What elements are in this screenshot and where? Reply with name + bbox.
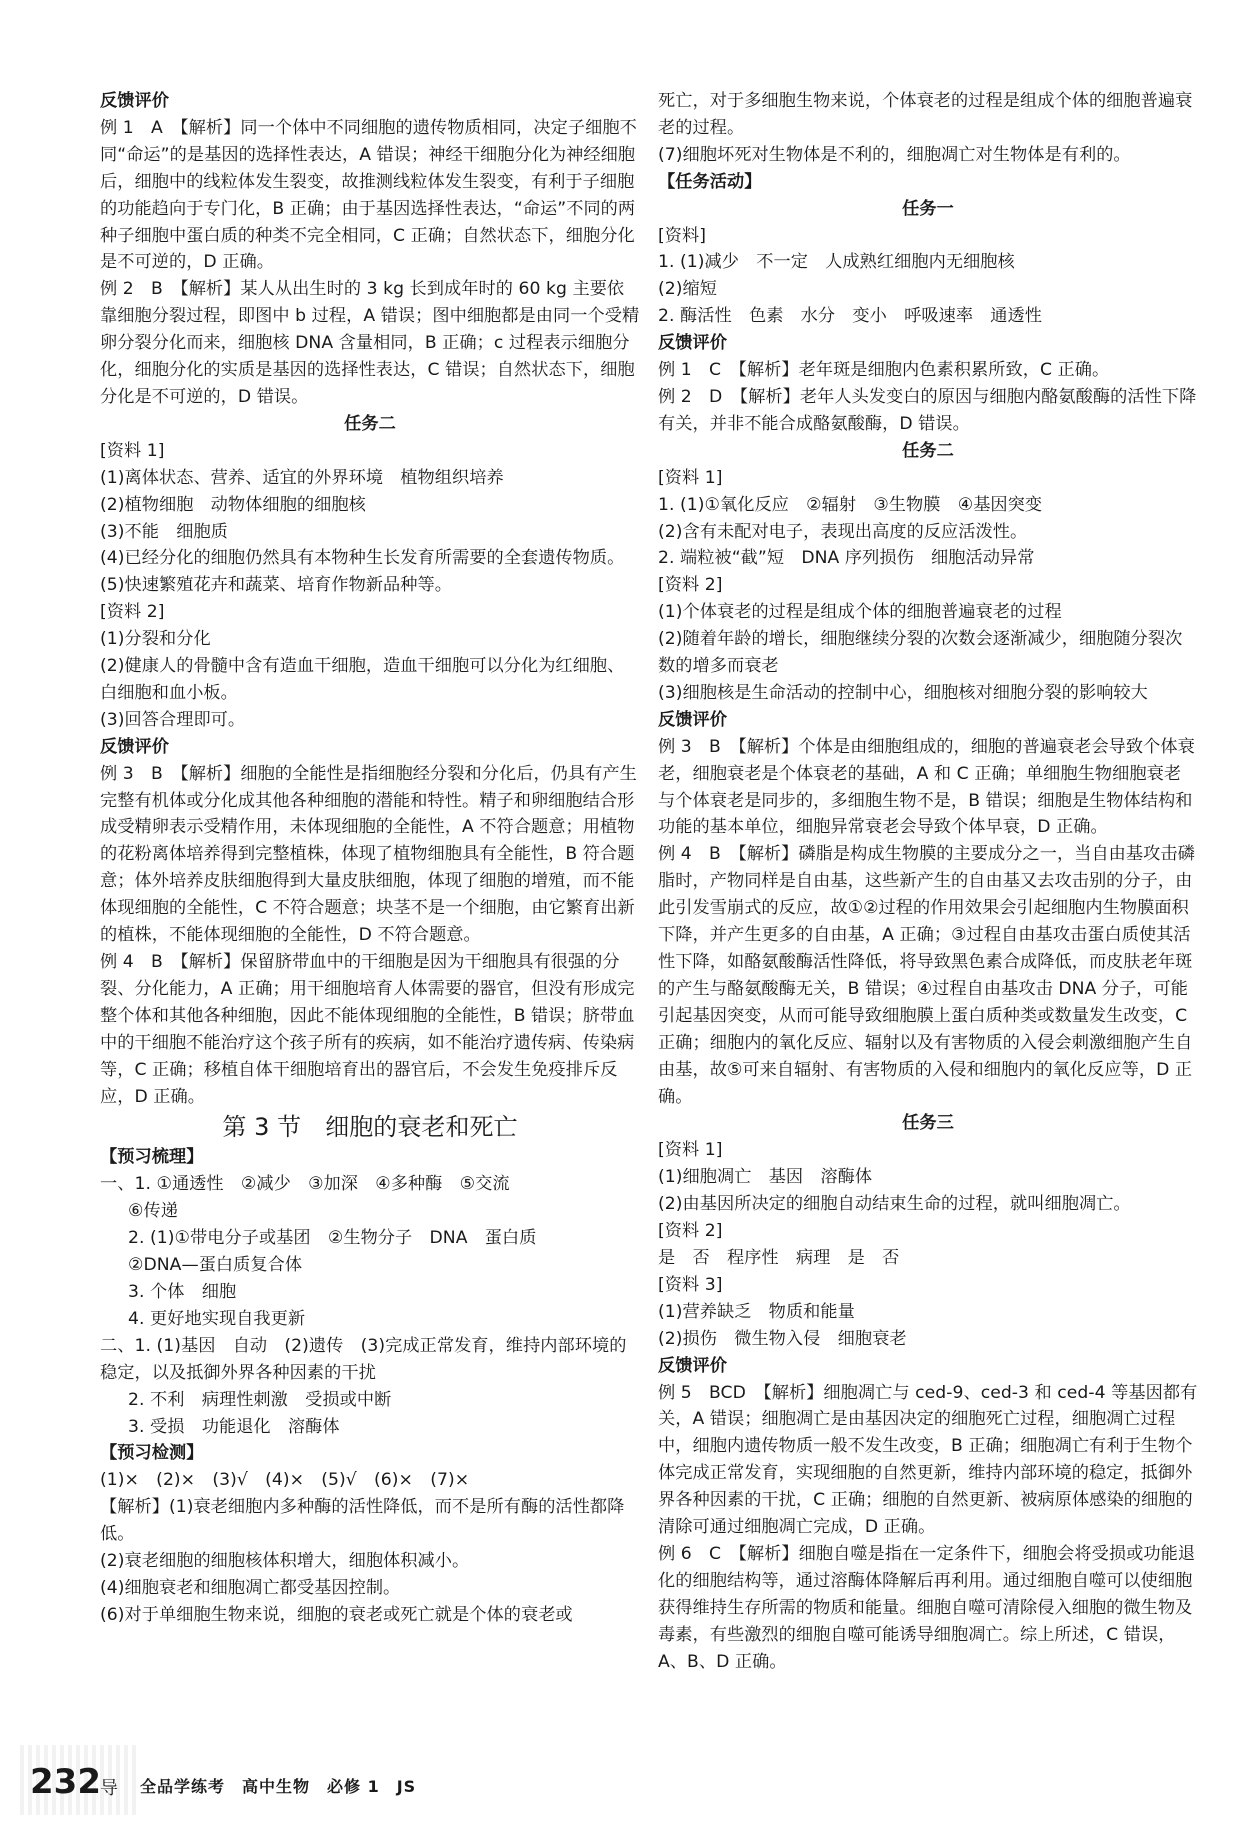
feedback-heading: 反馈评价 bbox=[658, 333, 727, 354]
answer-line: 1. (1)①氧化反应 ②辐射 ③生物膜 ④基因突变 bbox=[658, 494, 1043, 515]
answer-line: (1)细胞凋亡 基因 溶酶体 bbox=[658, 1167, 873, 1188]
left-column bbox=[100, 88, 640, 1629]
answer-line: 2. 酶活性 色素 水分 变小 呼吸速率 通透性 bbox=[658, 306, 1043, 327]
material-label: [资料 3] bbox=[658, 1274, 723, 1295]
answer-line: (2)含有未配对电子，表现出高度的反应活泼性。 bbox=[658, 521, 1028, 542]
answer-line: (3)回答合理即可。 bbox=[100, 709, 246, 730]
check-answers: (1)× (2)× (3)√ (4)× (5)√ (6)× (7)× bbox=[100, 1470, 470, 1491]
answer-line: 1. (1)减少 不一定 人成熟红细胞内无细胞核 bbox=[658, 252, 1015, 273]
answer-line: (1)营养缺乏 物质和能量 bbox=[658, 1301, 855, 1322]
analysis-line: 【解析】(1)衰老细胞内多种酶的活性降低，而不是所有酶的活性都降低。 bbox=[100, 1497, 625, 1545]
example-2: 例 2 B 【解析】某人从出生时的 3 kg 长到成年时的 60 kg 主要依靠细胞分裂过程，即图中 b 过程，A 错误；图中细胞都是由同一个受精卵分裂分化而来，细胞核 DNA 含量相同，B 正确；c 过程表示细胞分化，细胞分化的实质是基因的选择性表达，C 错误；自然状态下，细胞分化是不可逆的，D 错误。 bbox=[100, 279, 640, 407]
material-label: [资料 1] bbox=[658, 467, 723, 488]
answer-line: 2. (1)①带电分子或基团 ②生物分子 DNA 蛋白质 bbox=[128, 1228, 537, 1249]
example-6: 例 6 C 【解析】细胞自噬是指在一定条件下，细胞会将受损或功能退化的细胞结构等，通过溶酶体降解后再利用。通过细胞自噬可以使细胞获得维持生存所需的物质和能量。细胞自噬可清除侵入细胞的微生物及毒素，有些激烈的细胞自噬可能诱导细胞凋亡。综上所述，C 错误，A、B、D 正确。 bbox=[658, 1543, 1196, 1672]
analysis-line: (6)对于单细胞生物来说，细胞的衰老或死亡就是个体的衰老或 bbox=[100, 1604, 573, 1625]
example-1: 例 1 C 【解析】老年斑是细胞内色素积累所致，C 正确。 bbox=[658, 360, 1110, 381]
answer-line: 二、1. (1)基因 自动 (2)遗传 (3)完成正常发育，维持内部环境的稳定，以及抵御外界各种因素的干扰 bbox=[100, 1335, 627, 1383]
task-heading: 任务二 bbox=[344, 413, 396, 434]
answer-line: (1)个体衰老的过程是组成个体的细胞普遍衰老的过程 bbox=[658, 602, 1062, 623]
page-footer bbox=[0, 1760, 700, 1820]
example-2: 例 2 D 【解析】老年人头发变白的原因与细胞内酪氨酸酶的活性下降有关，并非不能合成酪氨酸酶，D 错误。 bbox=[658, 386, 1197, 434]
answer-line: ②DNA—蛋白质复合体 bbox=[128, 1255, 303, 1276]
example-4: 例 4 B 【解析】保留脐带血中的干细胞是因为干细胞具有很强的分裂、分化能力，A 正确；用干细胞培育人体需要的器官，但没有形成完整个体和其他各种细胞，因此不能体现细胞的全能性，B 错误；脐带血中的干细胞不能治疗这个孩子所有的疾病，如不能治疗遗传病、传染病等，C 正确；移植自体干细胞培育出的器官后，不会发生免疫排斥反应，D 正确。 bbox=[100, 952, 635, 1107]
answer-line: (3)不能 细胞质 bbox=[100, 521, 228, 542]
page-number: 232 bbox=[30, 1762, 101, 1802]
task-heading: 任务二 bbox=[902, 440, 954, 461]
analysis-line: (7)细胞坏死对生物体是不利的，细胞凋亡对生物体是有利的。 bbox=[658, 144, 1131, 165]
answer-line: 一、1. ①通透性 ②减少 ③加深 ④多种酶 ⑤交流 bbox=[100, 1174, 510, 1195]
feedback-heading: 反馈评价 bbox=[100, 736, 169, 757]
analysis-line: (2)衰老细胞的细胞核体积增大，细胞体积减小。 bbox=[100, 1551, 470, 1572]
material-label: [资料 2] bbox=[658, 1221, 723, 1242]
material-label: [资料 2] bbox=[100, 602, 165, 623]
section-title: 第 3 节 细胞的衰老和死亡 bbox=[222, 1113, 518, 1142]
example-4: 例 4 B 【解析】磷脂是构成生物膜的主要成分之一，当自由基攻击磷脂时，产物同样是自由基，这些新产生的自由基又去攻击别的分子，由此引发雪崩式的反应，故①②过程的作用效果会引起细胞内生物膜面积下降，并产生更多的自由基，A 正确；③过程自由基攻击蛋白质使其活性下降，如酪氨酸酶活性降低，将导致黑色素合成降低，而皮肤老年斑的产生与酪氨酸酶无关，B 错误；④过程自由基攻击 DNA 分子，可能引起基因突变，从而可能导致细胞膜上蛋白质种类或数量发生改变，C 正确；细胞内的氧化反应、辐射以及有害物质的入侵会刺激细胞产生自由基，故⑤可来自辐射、有害物质的入侵和细胞内的氧化反应等，D 正确。 bbox=[658, 844, 1195, 1107]
answer-line: (2)由基因所决定的细胞自动结束生命的过程，就叫细胞凋亡。 bbox=[658, 1194, 1131, 1215]
example-3: 例 3 B 【解析】个体是由细胞组成的，细胞的普遍衰老会导致个体衰老，细胞衰老是个体衰老的基础，A 和 C 正确；单细胞生物细胞衰老与个体衰老是同步的，多细胞生物不是，B 错误；细胞是生物体结构和功能的基本单位，细胞异常衰老会导致个体早衰，D 正确。 bbox=[658, 736, 1195, 838]
material-label: [资料 1] bbox=[658, 1140, 723, 1161]
task-activity-heading: 【任务活动】 bbox=[658, 171, 762, 192]
answer-line: 是 否 程序性 病理 是 否 bbox=[658, 1247, 900, 1268]
answer-line: (2)随着年龄的增长，细胞继续分裂的次数会逐渐减少，细胞随分裂次数的增多而衰老 bbox=[658, 629, 1183, 677]
check-heading: 【预习检测】 bbox=[100, 1443, 204, 1464]
right-column bbox=[658, 88, 1198, 1675]
book-title: 全品学练考 高中生物 必修 1 JS bbox=[140, 1777, 417, 1796]
preview-heading: 【预习梳理】 bbox=[100, 1147, 204, 1168]
answer-line: 4. 更好地实现自我更新 bbox=[128, 1308, 306, 1329]
analysis-line: (4)细胞衰老和细胞凋亡都受基因控制。 bbox=[100, 1577, 401, 1598]
answer-line: (1)离体状态、营养、适宜的外界环境 植物组织培养 bbox=[100, 467, 504, 488]
answer-line: (2)健康人的骨髓中含有造血干细胞，造血干细胞可以分化为红细胞、白细胞和血小板。 bbox=[100, 656, 625, 703]
answer-line: ⑥传递 bbox=[128, 1201, 178, 1222]
answer-line: (2)植物细胞 动物体细胞的细胞核 bbox=[100, 494, 366, 515]
answer-line: 2. 不利 病理性刺激 受损或中断 bbox=[128, 1389, 392, 1410]
feedback-heading: 反馈评价 bbox=[100, 91, 169, 111]
task-heading: 任务三 bbox=[902, 1113, 954, 1134]
answer-line: (3)细胞核是生命活动的控制中心，细胞核对细胞分裂的影响较大 bbox=[658, 682, 1148, 703]
material-label: [资料 1] bbox=[100, 440, 165, 461]
answer-line: (2)缩短 bbox=[658, 279, 717, 300]
answer-line: 2. 端粒被“截”短 DNA 序列损伤 细胞活动异常 bbox=[658, 548, 1035, 569]
answer-line: (4)已经分化的细胞仍然具有本物种生长发育所需要的全套遗传物质。 bbox=[100, 548, 625, 569]
task-heading: 任务一 bbox=[902, 198, 954, 219]
material-label: [资料] bbox=[658, 225, 706, 246]
feedback-heading: 反馈评价 bbox=[658, 1355, 727, 1376]
answer-line: 3. 个体 细胞 bbox=[128, 1281, 237, 1302]
answer-line: (5)快速繁殖花卉和蔬菜、培育作物新品种等。 bbox=[100, 575, 453, 596]
analysis-line: 死亡，对于多细胞生物来说，个体衰老的过程是组成个体的细胞普遍衰老的过程。 bbox=[658, 91, 1193, 138]
answer-line: (1)分裂和分化 bbox=[100, 629, 211, 650]
example-5: 例 5 BCD 【解析】细胞凋亡与 ced-9、ced-3 和 ced-4 等基因都有关，A 错误；细胞凋亡是由基因决定的细胞死亡过程，细胞凋亡过程中，细胞内遗传物质一般不发生改变，B 正确；细胞凋亡有利于生物个体完成正常发育，实现细胞的自然更新，维持内部环境的稳定，抵御外界各种因素的干扰，C 正确；细胞的自然更新、被病原体感染的细胞的清除可通过细胞凋亡完成，D 正确。 bbox=[658, 1382, 1198, 1538]
page-mark: 导 bbox=[100, 1778, 118, 1799]
example-3: 例 3 B 【解析】细胞的全能性是指细胞经分裂和分化后，仍具有产生完整有机体或分化成其他各种细胞的潜能和特性。精子和卵细胞结合形成受精卵表示受精作用，未体现细胞的全能性，A 不符合题意；用植物的花粉离体培养得到完整植株，体现了植物细胞具有全能性，B 符合题意；体外培养皮肤细胞得到大量皮肤细胞，体现了细胞的增殖，而不能体现细胞的全能性，C 不符合题意；块茎不是一个细胞，由它繁育出新的植株，不能体现细胞的全能性，D 不符合题意。 bbox=[100, 763, 637, 946]
answer-line: (2)损伤 微生物入侵 细胞衰老 bbox=[658, 1328, 907, 1349]
example-1: 例 1 A 【解析】同一个体中不同细胞的遗传物质相同，决定子细胞不同“命运”的是基因的选择性表达，A 错误；神经干细胞分化为神经细胞后，细胞中的线粒体发生裂变，故推测线粒体发生裂变，有利于子细胞的功能趋向于专门化，B 正确；由于基因选择性表达，“命运”不同的两种子细胞中蛋白质的种类不完全相同，C 正确；自然状态下，细胞分化是不可逆的，D 正确。 bbox=[100, 117, 637, 273]
answer-line: 3. 受损 功能退化 溶酶体 bbox=[128, 1416, 340, 1437]
material-label: [资料 2] bbox=[658, 575, 723, 596]
feedback-heading: 反馈评价 bbox=[658, 709, 727, 730]
